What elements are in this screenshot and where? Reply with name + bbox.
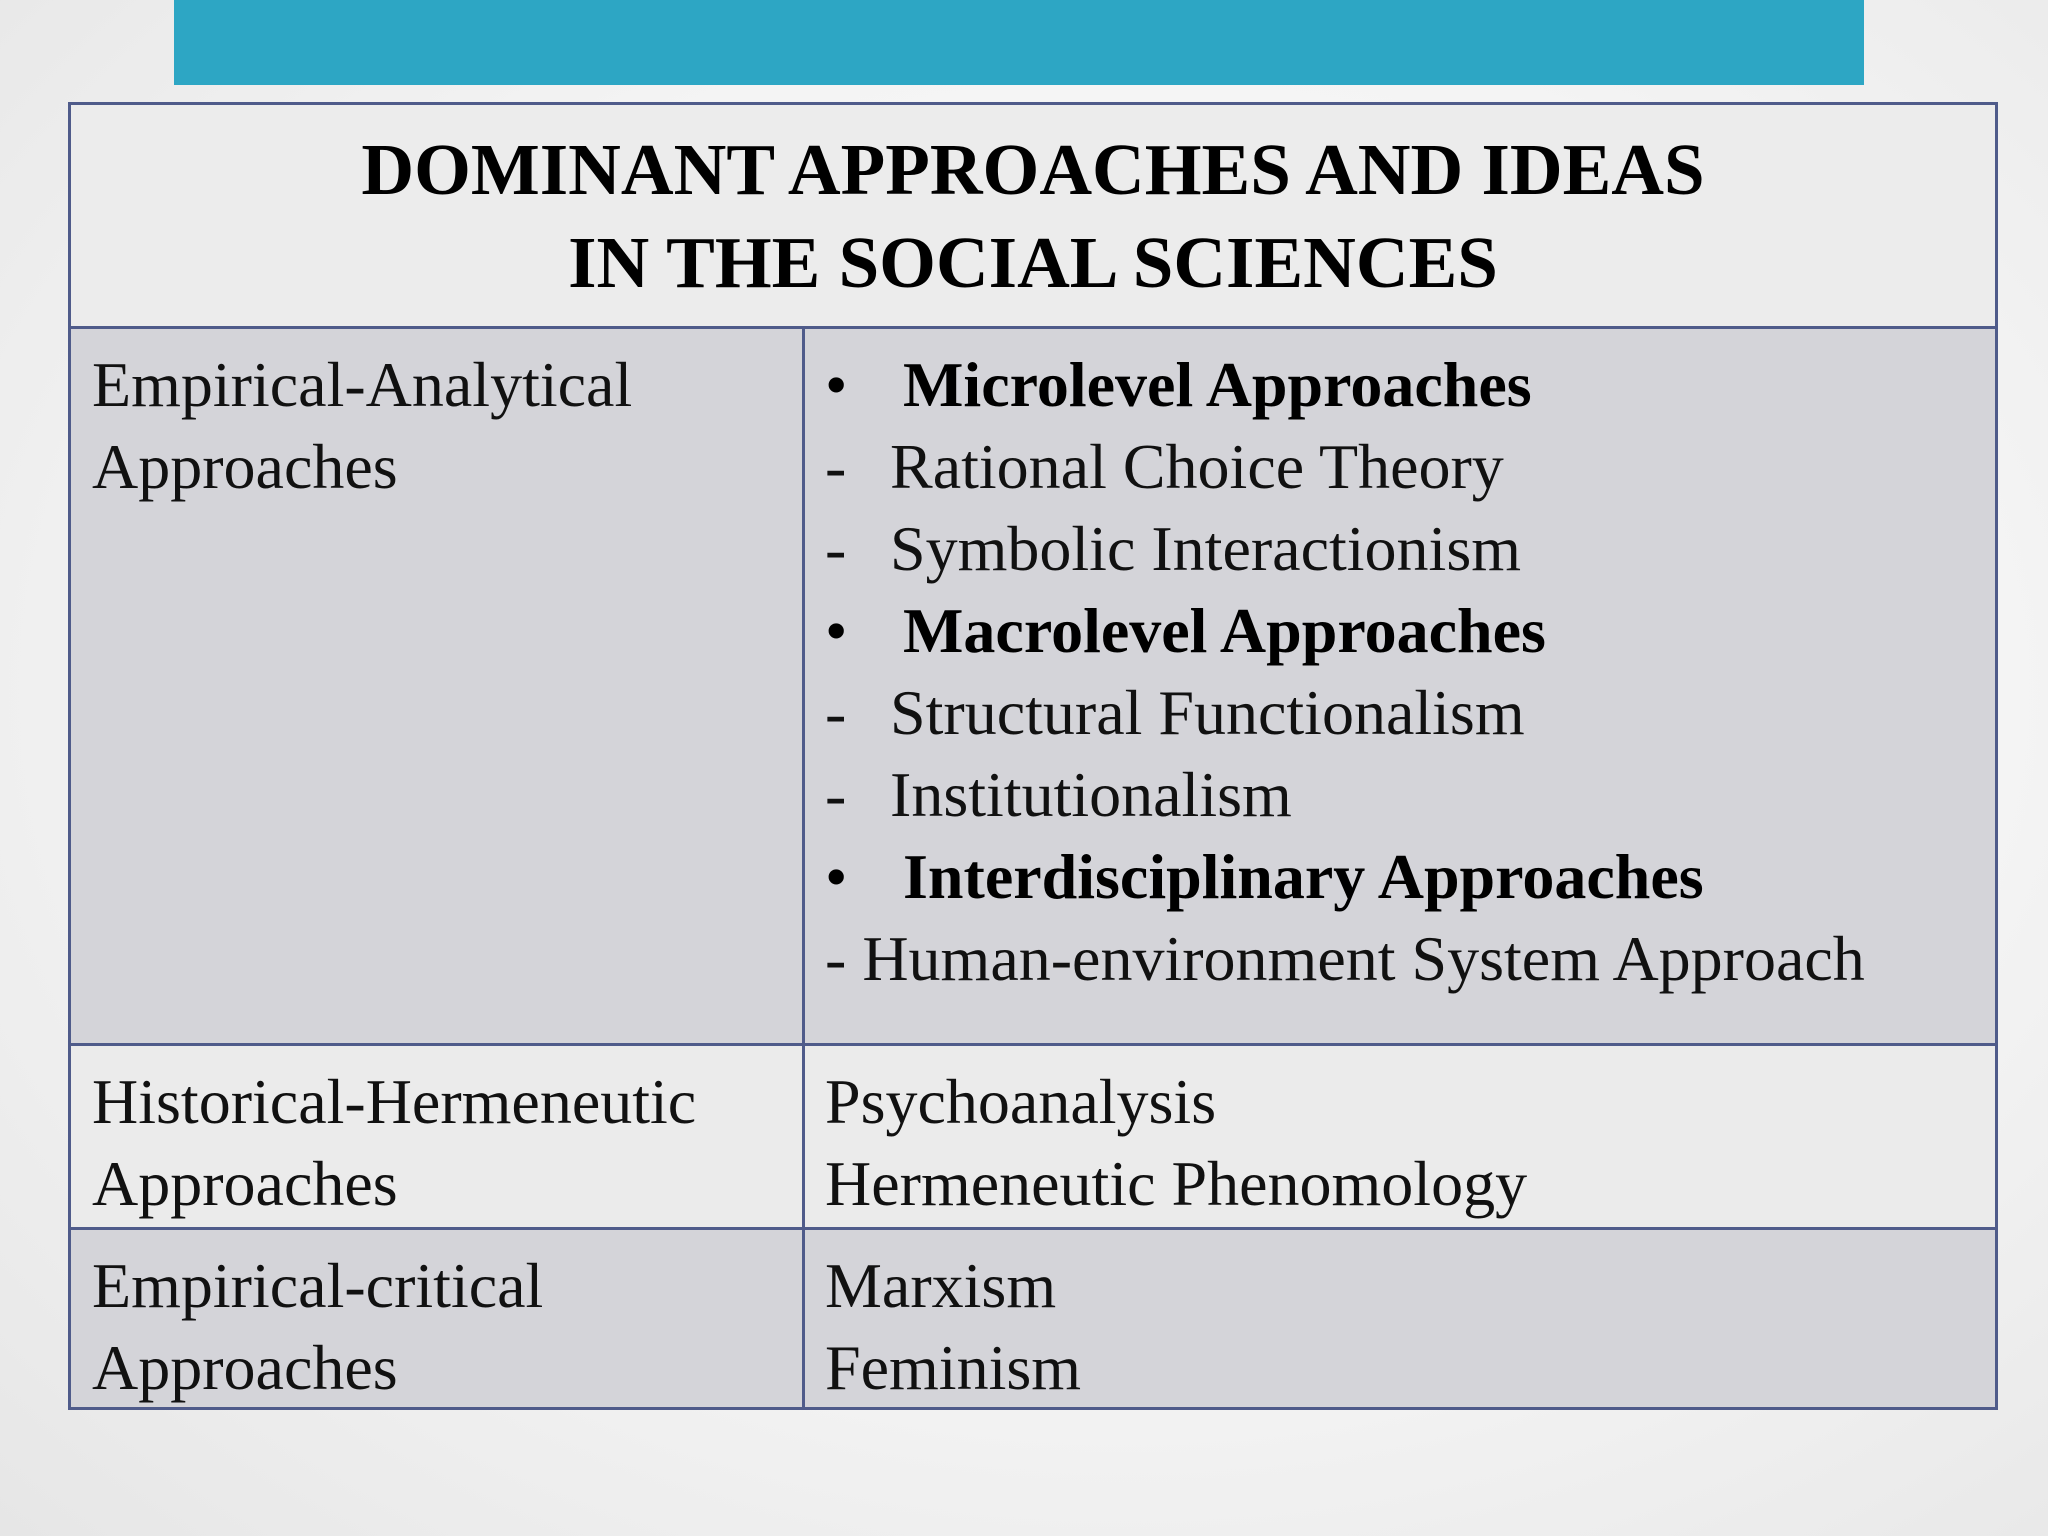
bullet-heading-text: Microlevel Approaches xyxy=(903,349,1532,420)
table-row-empirical-critical xyxy=(71,1227,1995,1407)
table-title xyxy=(71,105,1995,326)
row-content-cell xyxy=(825,1245,1985,1409)
dash-mark: - xyxy=(825,431,847,502)
list-item-text: - Human-environment System Approach xyxy=(825,923,1865,994)
row-label-line: Approaches xyxy=(92,431,398,502)
bullet-heading-macrolevel xyxy=(825,590,1985,672)
bullet-mark: • xyxy=(825,349,848,420)
bullet-heading-text: Macrolevel Approaches xyxy=(903,595,1546,666)
column-divider xyxy=(802,326,805,1407)
title-line-1: DOMINANT APPROACHES AND IDEAS xyxy=(361,128,1705,210)
bullet-heading-text: Interdisciplinary Approaches xyxy=(903,841,1704,912)
row-label-line: Empirical-critical xyxy=(92,1250,544,1321)
table-row-historical-hermeneutic xyxy=(71,1043,1995,1227)
row-label-line: Empirical-Analytical xyxy=(92,349,633,420)
bullet-mark: • xyxy=(825,595,848,666)
content-line: Marxism xyxy=(825,1250,1057,1321)
content-line: Feminism xyxy=(825,1332,1082,1403)
top-accent-band xyxy=(174,0,1864,85)
bullet-heading-interdisciplinary xyxy=(825,836,1985,918)
list-item-text: Symbolic Interactionism xyxy=(890,513,1521,584)
dash-mark: - xyxy=(825,759,847,830)
dash-mark: - xyxy=(825,513,847,584)
row-label-line: Historical-Hermeneutic xyxy=(92,1066,697,1137)
content-line: Psychoanalysis xyxy=(825,1066,1217,1137)
list-item xyxy=(825,672,1985,754)
approaches-table xyxy=(68,102,1998,1410)
title-line-2: IN THE SOCIAL SCIENCES xyxy=(568,221,1498,303)
list-item xyxy=(825,426,1985,508)
bullet-mark: • xyxy=(825,841,848,912)
content-line: Hermeneutic Phenomology xyxy=(825,1148,1528,1219)
list-item-text: Institutionalism xyxy=(890,759,1292,830)
list-item xyxy=(825,754,1985,836)
list-item xyxy=(825,918,1985,1000)
row-label-line: Approaches xyxy=(92,1332,398,1403)
row-label-cell xyxy=(92,344,792,508)
row-label-line: Approaches xyxy=(92,1148,398,1219)
dash-mark: - xyxy=(825,677,847,748)
row-content-cell xyxy=(825,344,1985,1000)
row-label-cell xyxy=(92,1245,792,1409)
list-item xyxy=(825,508,1985,590)
list-item-text: Structural Functionalism xyxy=(890,677,1525,748)
list-item-text: Rational Choice Theory xyxy=(890,431,1504,502)
row-content-cell xyxy=(825,1061,1985,1225)
row-label-cell xyxy=(92,1061,792,1225)
bullet-heading-microlevel xyxy=(825,344,1985,426)
table-row-empirical-analytical xyxy=(71,326,1995,1043)
